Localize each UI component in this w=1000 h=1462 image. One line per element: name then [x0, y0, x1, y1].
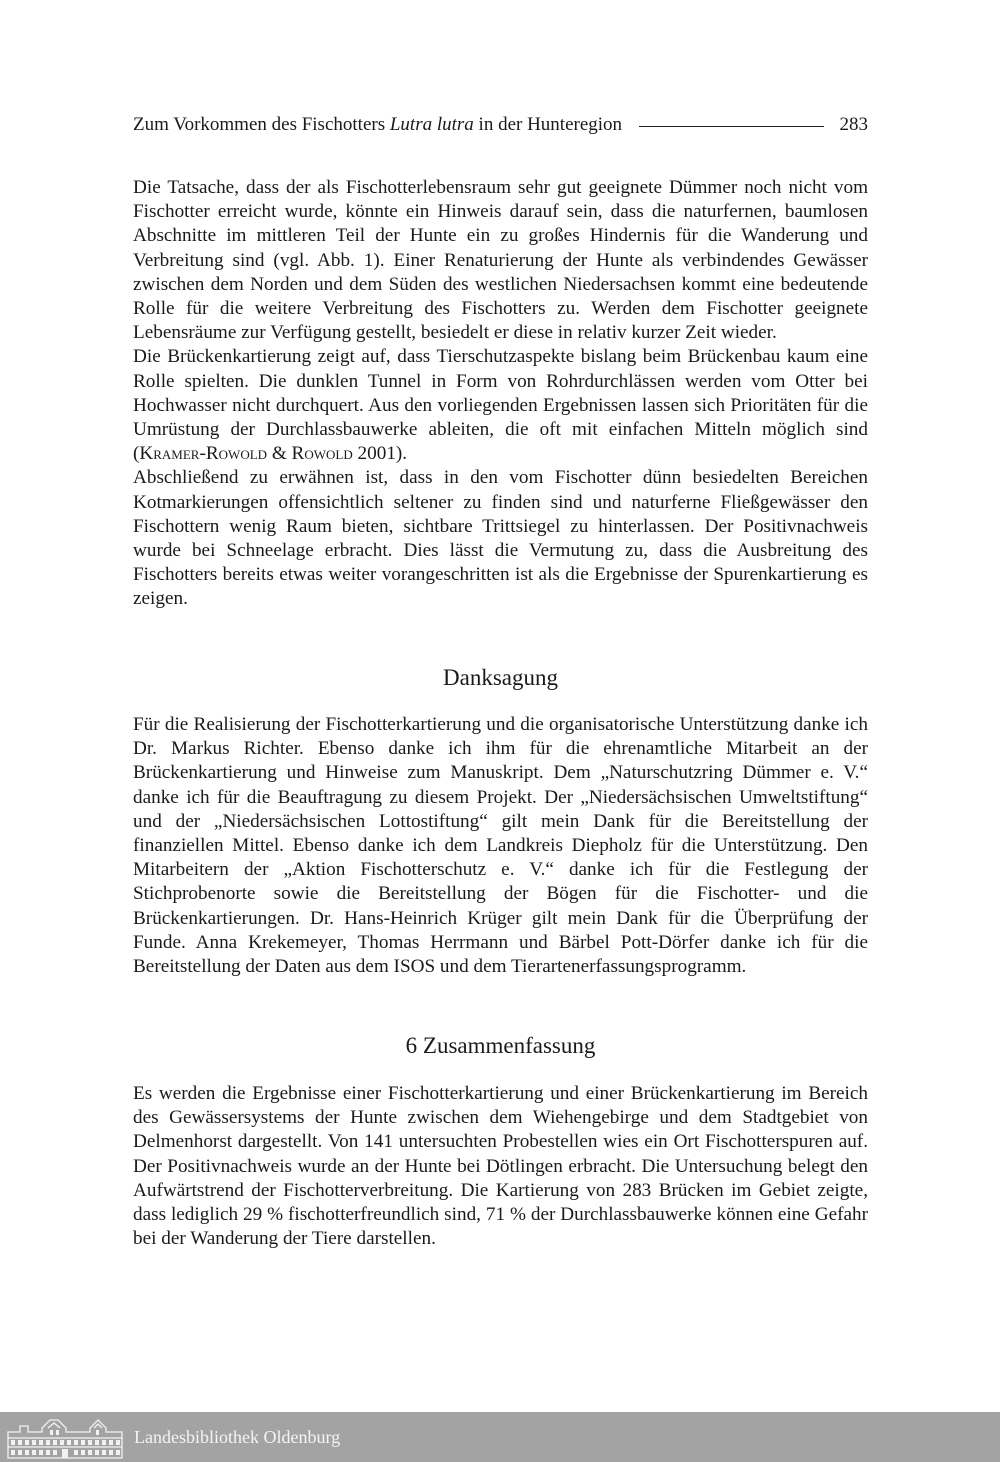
citation-year: 2001).	[352, 443, 408, 465]
acknowledgements-heading: Danksagung	[443, 665, 558, 690]
summary-paragraph: Es werden die Ergebnisse einer Fischotterkartierung und einer Brückenkartierung im Bereich des Gewässersystems der Hunte zwischen dem Wiehengebirge und dem Stadtgebiet von Delmenhorst dargestellt. Von 141 untersuchten Probestellen wies ein Ort Fischotterspuren auf. Der Positivnachweis wurde an der Hunte bei Dötlingen erbracht. Die Untersuchung belegt den Aufwärtstrend der Fischotterverbreitung. Die Kartierung von 283 Brücken im Gebiet zeigte, dass lediglich 29 % fischotterfreundlich sind, 71 % der Durchlassbauwerke können eine Gefahr bei der Wanderung der Tiere darstellen.	[133, 1083, 868, 1250]
acknowledgements-section	[133, 713, 868, 979]
summary-heading: 6 Zusammenfassung	[405, 1033, 596, 1058]
paragraph-bridge-mapping	[133, 345, 868, 466]
page-number: 283	[839, 114, 868, 135]
running-head-title-suffix: in der Hunteregion	[473, 114, 623, 135]
citation-authors: Kramer-Rowold & Rowold	[139, 443, 353, 465]
acknowledgements-paragraph: Für die Realisierung der Fischotterkartierung und die organisatorische Unterstützung danke ich Dr. Markus Richter. Ebenso danke ich ihm für die ehrenamtliche Mitarbeit an der Brückenkartierung und Hinweise zum Manuskript. Dem „Naturschutzring Dümmer e. V.“ danke ich für die Beauftragung zu diesem Projekt. Der „Niedersächsischen Umweltstiftung“ und der „Niedersächsischen Lottostiftung“ gilt mein Dank für die Bereitstellung der finanziellen Mittel. Ebenso danke ich dem Landkreis Diepholz für die Unterstützung. Den Mitarbeitern der „Aktion Fischotterschutz e. V.“ danke ich für die Festlegung der Stichprobenorte sowie die Bereitstellung der Bögen für die Fischotter- und die Brückenkartierungen. Dr. Hans-Heinrich Krüger gilt mein Dank für die Überprüfung der Funde. Anna Krekemeyer, Thomas Herrmann und Bärbel Pott-Dörfer danke ich für die Bereitstellung der Daten aus dem ISOS und dem Tierartenerfassungsprogramm.	[133, 714, 868, 978]
species-name: Lutra lutra	[389, 114, 474, 135]
summary-section	[133, 1082, 868, 1251]
running-head	[133, 112, 868, 138]
paragraph-otter-distribution: Die Tatsache, dass der als Fischotterlebensraum sehr gut geeignete Dümmer noch nicht vom Fischotter erreicht wurde, könnte ein Hinweis darauf sein, dass die naturfernen, baumlosen Abschnitte im mittleren Teil der Hunte ein zu großes Hindernis für die Wanderung und Verbreitung sind (vgl. Abb. 1). Einer Renaturierung der Hunte als verbindendes Gewässer zwischen dem Norden und dem Süden des westlichen Niedersachsen kommt eine bedeutende Rolle für die weitere Verbreitung des Fischotters zu. Werden dem Fischotter geeignete Lebensräume zur Verfügung gestellt, besiedelt er diese in relativ kurzer Zeit wieder.	[133, 177, 868, 344]
library-building-icon	[6, 1416, 124, 1460]
running-head-title	[133, 112, 622, 138]
library-footer-bar	[0, 1412, 1000, 1462]
running-head-title-prefix: Zum Vorkommen des Fischotters	[133, 114, 390, 135]
discussion-section	[133, 176, 868, 612]
paragraph-conclusion: Abschließend zu erwähnen ist, dass in den vom Fischotter dünn besiedelten Bereichen Kotmarkierungen offensichtlich seltener zu finden sind und naturferne Fließgewässer den Fischottern wenig Raum bieten, sichtbare Trittsiegel zu hinterlassen. Der Positivnachweis wurde bei Schneelage erbracht. Dies lässt die Vermutung zu, dass die Ausbreitung des Fischotters bereits etwas weiter vorangeschritten ist als die Ergebnisse der Spurenkartierung es zeigen.	[133, 467, 868, 610]
bridge-mapping-text: Die Brückenkartierung zeigt auf, dass Tierschutzaspekte bislang beim Brückenbau kaum eine Rolle spielten. Die dunklen Tunnel in Form von Rohrdurchlässen werden vom Otter bei Hochwasser nicht durchquert. Aus den vorliegenden Ergebnissen lassen sich Prioritäten für die Umrüstung der Durchlassbauwerke ableiten, die oft mit einfachen Mitteln möglich sind (	[133, 346, 868, 465]
header-rule	[639, 126, 823, 127]
library-name: Landesbibliothek Oldenburg	[134, 1426, 341, 1447]
